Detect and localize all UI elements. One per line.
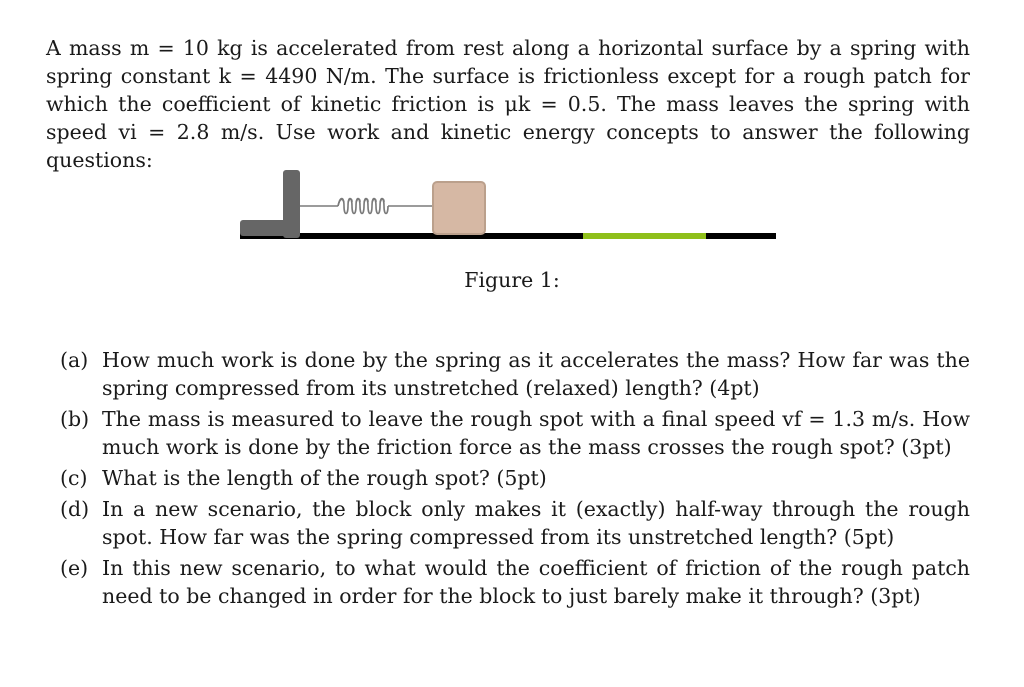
question-label: (b) — [60, 407, 90, 431]
question-text: In a new scenario, the block only makes it (exactly) half-way through the rough spot. How far was the spring compressed from its unstretched length? (5pt) — [102, 497, 970, 549]
question-c — [60, 464, 970, 492]
mass-block — [433, 182, 485, 234]
question-list — [60, 346, 970, 613]
question-label: (a) — [60, 348, 89, 372]
wall-bracket — [240, 170, 300, 238]
question-text: How much work is done by the spring as it accelerates the mass? How far was the spring compressed from its unstretched (relaxed) length? (4pt) — [102, 348, 970, 400]
figure-1 — [238, 168, 778, 248]
question-b — [60, 405, 970, 461]
question-text: What is the length of the rough spot? (5pt) — [102, 466, 547, 490]
question-e — [60, 554, 970, 610]
question-a — [60, 346, 970, 402]
question-text: The mass is measured to leave the rough spot with a final speed vf = 1.3 m/s. How much work is done by the friction force as the mass crosses the rough spot? (3pt) — [102, 407, 970, 459]
question-label: (d) — [60, 497, 90, 521]
spring — [300, 199, 433, 214]
rough-patch — [583, 233, 706, 239]
question-d — [60, 495, 970, 551]
question-label: (c) — [60, 466, 88, 490]
question-text: In this new scenario, to what would the coefficient of friction of the rough patch need to be changed in order for the block to just barely make it through? (3pt) — [102, 556, 970, 608]
figure-caption: Figure 1: — [464, 268, 560, 292]
question-label: (e) — [60, 556, 89, 580]
problem-intro: A mass m = 10 kg is accelerated from rest along a horizontal surface by a spring with spring constant k = 4490 N/m. The surface is frictionless except for a rough patch for which the coefficient of kinetic friction is μk = 0.5. The mass leaves the spring with speed vi = 2.8 m/s. Use work and kinetic energy concepts to answer the following questions: — [46, 36, 970, 172]
